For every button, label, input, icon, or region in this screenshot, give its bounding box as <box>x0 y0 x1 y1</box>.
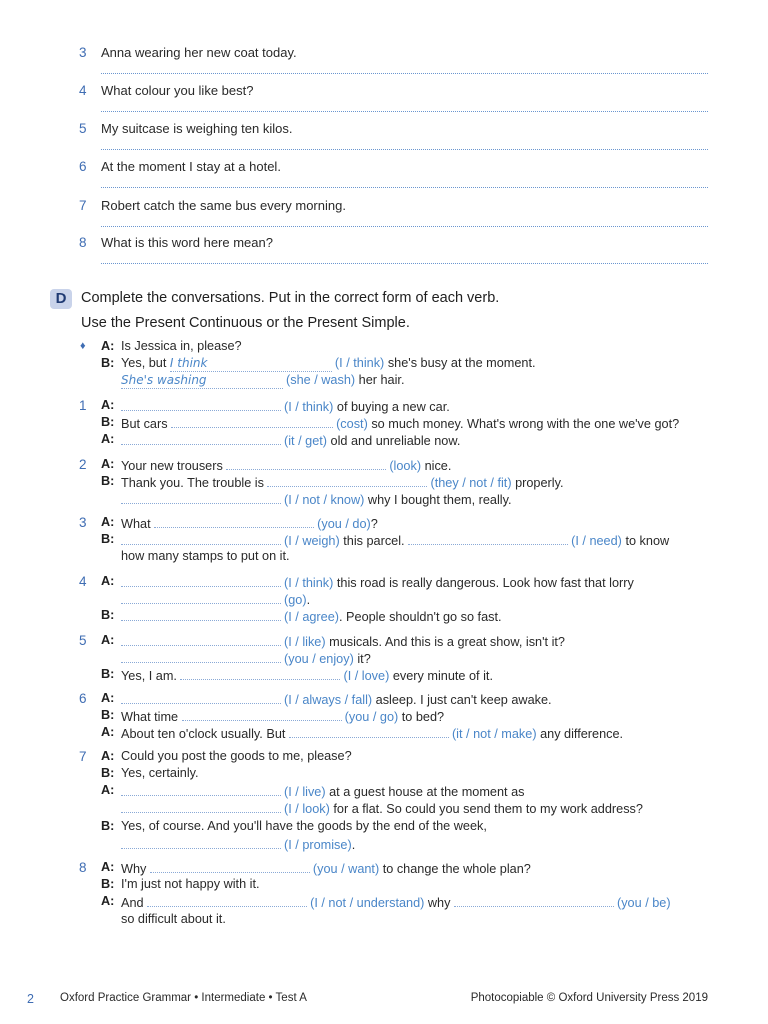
conversation-line <box>0 724 740 741</box>
conversation-number: 5 <box>79 633 87 648</box>
verb-hint: (I / agree) <box>284 610 339 624</box>
conversation-line <box>0 782 740 799</box>
line-body <box>121 765 199 782</box>
verb-hint: (it / get) <box>284 434 328 448</box>
speaker-a: A: <box>101 432 115 446</box>
verb-hint: (I / promise) <box>284 838 352 852</box>
line-body <box>121 490 512 509</box>
conversation-line <box>0 911 740 928</box>
line-text: every minute of it. <box>392 669 493 683</box>
conversation-number: 2 <box>79 457 87 472</box>
conversation-line <box>0 548 740 565</box>
verb-hint: (I / not / know) <box>284 493 365 507</box>
verb-hint: (I / love) <box>343 669 390 683</box>
line-text: I'm just not happy with it. <box>121 877 260 891</box>
speaker-a: A: <box>101 515 115 529</box>
conversation-line <box>0 893 740 910</box>
line-text: for a flat. So could you send them to my work address? <box>333 802 643 816</box>
conversation-line <box>0 859 740 876</box>
line-text: About ten o'clock usually. But <box>121 727 286 741</box>
speaker-a: A: <box>101 783 115 797</box>
verb-hint: (she / wash) <box>286 373 356 387</box>
conversation-number: 8 <box>79 860 87 875</box>
example-line <box>0 355 740 372</box>
line-text: . People shouldn't go so fast. <box>339 610 502 624</box>
verb-hint: (I / like) <box>284 635 326 649</box>
item-number: 4 <box>79 83 87 98</box>
line-text: ? <box>370 517 378 531</box>
line-text: this road is really dangerous. Look how fast that lorry <box>336 576 634 590</box>
page-number: 2 <box>27 992 34 1006</box>
line-text: musicals. And this is a great show, isn't it? <box>329 635 565 649</box>
line-text: . <box>351 838 356 852</box>
line-body <box>121 548 290 565</box>
answer-blank[interactable] <box>180 666 340 680</box>
verb-hint: (you / enjoy) <box>284 652 354 666</box>
exercise-item <box>0 45 768 83</box>
line-text: Thank you. The trouble is <box>121 476 264 490</box>
answer-blank[interactable] <box>182 707 342 721</box>
line-body <box>121 893 671 912</box>
item-number: 6 <box>79 159 87 174</box>
verb-hint: (I / weigh) <box>284 534 340 548</box>
answer-line[interactable] <box>101 111 708 112</box>
speaker-a: A: <box>101 691 115 705</box>
line-text: her hair. <box>358 373 405 387</box>
verb-hint: (you / be) <box>616 896 671 910</box>
answer-blank[interactable] <box>121 632 281 646</box>
speaker-b: B: <box>101 474 115 488</box>
answer-blank[interactable] <box>121 835 281 849</box>
verb-hint: (I / not / understand) <box>310 896 425 910</box>
exercise-item <box>0 159 768 197</box>
answer-blank[interactable] <box>150 859 310 873</box>
line-text: Why <box>121 862 147 876</box>
example-line <box>0 338 740 355</box>
line-text: to bed? <box>401 710 445 724</box>
conversation-line <box>0 531 740 548</box>
answer-line[interactable] <box>101 149 708 150</box>
line-text: why I bought them, really. <box>367 493 512 507</box>
verb-hint: (they / not / fit) <box>430 476 512 490</box>
verb-hint: (you / want) <box>312 862 380 876</box>
line-text: Could you post the goods to me, please? <box>121 749 352 763</box>
conversation-number: 3 <box>79 515 87 530</box>
line-text: she's busy at the moment. <box>387 356 536 370</box>
line-text: old and unreliable now. <box>330 434 461 448</box>
item-number: 5 <box>79 121 87 136</box>
line-body <box>121 607 502 626</box>
exercise-item <box>0 83 768 121</box>
answer-blank[interactable] <box>121 531 281 545</box>
answer-blank[interactable] <box>154 514 314 528</box>
section-d-instruction: Use the Present Continuous or the Present Simple. <box>81 315 410 331</box>
line-body <box>121 338 242 355</box>
line-text: it? <box>357 652 371 666</box>
answer-blank[interactable] <box>121 782 281 796</box>
conversation-line <box>0 876 740 893</box>
answer-blank[interactable] <box>408 531 568 545</box>
line-body <box>121 911 226 928</box>
speaker-a: A: <box>101 894 115 908</box>
conversation-line <box>0 573 740 590</box>
answer-blank[interactable] <box>121 397 281 411</box>
section-d-badge: D <box>50 289 72 309</box>
example-line <box>0 372 740 389</box>
exercise-item <box>0 198 768 236</box>
speaker-b: B: <box>101 415 115 429</box>
line-text: Is Jessica in, please? <box>121 339 242 353</box>
line-text: Yes, of course. And you'll have the goods by the end of the week, <box>121 819 487 833</box>
verb-hint: (you / do) <box>317 517 371 531</box>
speaker-a: A: <box>101 633 115 647</box>
item-number: 7 <box>79 198 87 213</box>
conversation-line <box>0 473 740 490</box>
conversation-line <box>0 765 740 782</box>
speaker-a: A: <box>101 457 115 471</box>
item-sentence: My suitcase is weighing ten kilos. <box>101 121 293 136</box>
conversation-line <box>0 490 740 507</box>
answer-line[interactable] <box>101 263 708 264</box>
line-text: Yes, certainly. <box>121 766 199 780</box>
conversation-number: 6 <box>79 691 87 706</box>
line-text: to know <box>625 534 670 548</box>
line-body <box>121 799 643 818</box>
answer-line[interactable] <box>101 73 708 74</box>
line-text: nice. <box>424 459 452 473</box>
line-text: . <box>306 593 311 607</box>
conversation-line <box>0 799 740 816</box>
conversation-line <box>0 607 740 624</box>
answer-blank[interactable] <box>226 456 386 470</box>
line-body <box>121 835 355 854</box>
verb-hint: (look) <box>389 459 422 473</box>
line-text: to change the whole plan? <box>382 862 531 876</box>
footer-title: Oxford Practice Grammar • Intermediate • Test A <box>60 992 307 1004</box>
conversation-line <box>0 835 740 852</box>
answer-blank[interactable] <box>171 414 333 428</box>
item-sentence: Anna wearing her new coat today. <box>101 45 297 60</box>
conversation-line <box>0 514 740 531</box>
exercise-item <box>0 235 768 273</box>
diamond-icon: ♦ <box>80 340 86 352</box>
speaker-a: A: <box>101 725 115 739</box>
verb-hint: (you / go) <box>344 710 399 724</box>
line-body <box>121 748 352 765</box>
line-body <box>121 876 260 893</box>
speaker-a: A: <box>101 339 115 353</box>
conversation-line <box>0 414 740 431</box>
verb-hint: (I / think) <box>334 356 385 370</box>
conversation-line <box>0 649 740 666</box>
answer-line[interactable] <box>101 187 708 188</box>
line-body <box>121 818 487 835</box>
speaker-b: B: <box>101 356 115 370</box>
speaker-b: B: <box>101 766 115 780</box>
conversation-line <box>0 707 740 724</box>
conversation-line <box>0 748 740 765</box>
conversation-line <box>0 397 740 414</box>
conversation-number: 4 <box>79 574 87 589</box>
answer-blank[interactable] <box>267 473 427 487</box>
line-text: how many stamps to put on it. <box>121 549 290 563</box>
speaker-a: A: <box>101 574 115 588</box>
line-text: What time <box>121 710 179 724</box>
line-body <box>121 355 536 372</box>
line-text: asleep. I just can't keep awake. <box>375 693 552 707</box>
conversation-number: 1 <box>79 398 87 413</box>
speaker-a: A: <box>101 398 115 412</box>
speaker-b: B: <box>101 608 115 622</box>
answer-blank[interactable] <box>121 799 281 813</box>
verb-hint: (I / think) <box>284 400 334 414</box>
conversation-line <box>0 632 740 649</box>
conversation-number: 7 <box>79 749 87 764</box>
conversation-line <box>0 666 740 683</box>
line-text: why <box>427 896 451 910</box>
item-number: 3 <box>79 45 87 60</box>
line-body <box>121 666 493 685</box>
line-text: so much money. What's wrong with the one we've got? <box>371 417 680 431</box>
line-text: at a guest house at the moment as <box>329 785 525 799</box>
verb-hint: (I / need) <box>571 534 622 548</box>
section-d-instruction: Complete the conversations. Put in the correct form of each verb. <box>81 290 500 306</box>
line-text: And <box>121 896 144 910</box>
line-text: Your new trousers <box>121 459 223 473</box>
speaker-a: A: <box>101 749 115 763</box>
line-text: But cars <box>121 417 168 431</box>
conversation-line <box>0 590 740 607</box>
answer-blank[interactable] <box>121 490 281 504</box>
line-text: Yes, but <box>121 356 167 370</box>
line-text: of buying a new car. <box>336 400 450 414</box>
verb-hint: (I / live) <box>284 785 326 799</box>
speaker-b: B: <box>101 708 115 722</box>
speaker-b: B: <box>101 532 115 546</box>
line-text: What <box>121 517 151 531</box>
line-text: so difficult about it. <box>121 912 226 926</box>
item-number: 8 <box>79 235 87 250</box>
line-body <box>121 372 404 389</box>
conversation-line <box>0 690 740 707</box>
example-answer: I think <box>170 356 332 372</box>
answer-blank[interactable] <box>121 690 281 704</box>
line-text: Yes, I am. <box>121 669 177 683</box>
conversation-line <box>0 456 740 473</box>
line-text: any difference. <box>540 727 624 741</box>
speaker-b: B: <box>101 819 115 833</box>
answer-blank[interactable] <box>121 649 281 663</box>
verb-hint: (I / look) <box>284 802 330 816</box>
verb-hint: (go) <box>284 593 307 607</box>
verb-hint: (I / always / fall) <box>284 693 373 707</box>
verb-hint: (I / think) <box>284 576 334 590</box>
speaker-b: B: <box>101 877 115 891</box>
footer-copyright: Photocopiable © Oxford University Press 2019 <box>470 992 708 1004</box>
answer-blank[interactable] <box>121 573 281 587</box>
answer-blank[interactable] <box>289 724 449 738</box>
speaker-b: B: <box>101 667 115 681</box>
item-sentence: What is this word here mean? <box>101 235 273 250</box>
exercise-item <box>0 121 768 159</box>
item-sentence: Robert catch the same bus every morning. <box>101 198 346 213</box>
line-body <box>121 724 623 743</box>
line-text: properly. <box>515 476 564 490</box>
verb-hint: (it / not / make) <box>451 727 537 741</box>
line-text: this parcel. <box>343 534 405 548</box>
answer-blank[interactable] <box>121 607 281 621</box>
example-answer: She's washing <box>121 373 283 389</box>
speaker-a: A: <box>101 860 115 874</box>
item-sentence: At the moment I stay at a hotel. <box>101 159 281 174</box>
line-body <box>121 431 460 450</box>
item-sentence: What colour you like best? <box>101 83 254 98</box>
answer-blank[interactable] <box>121 431 281 445</box>
answer-blank[interactable] <box>454 893 614 907</box>
answer-blank[interactable] <box>147 893 307 907</box>
conversation-line <box>0 818 740 835</box>
conversation-line <box>0 431 740 448</box>
answer-line[interactable] <box>101 226 708 227</box>
verb-hint: (cost) <box>336 417 368 431</box>
answer-blank[interactable] <box>121 590 281 604</box>
